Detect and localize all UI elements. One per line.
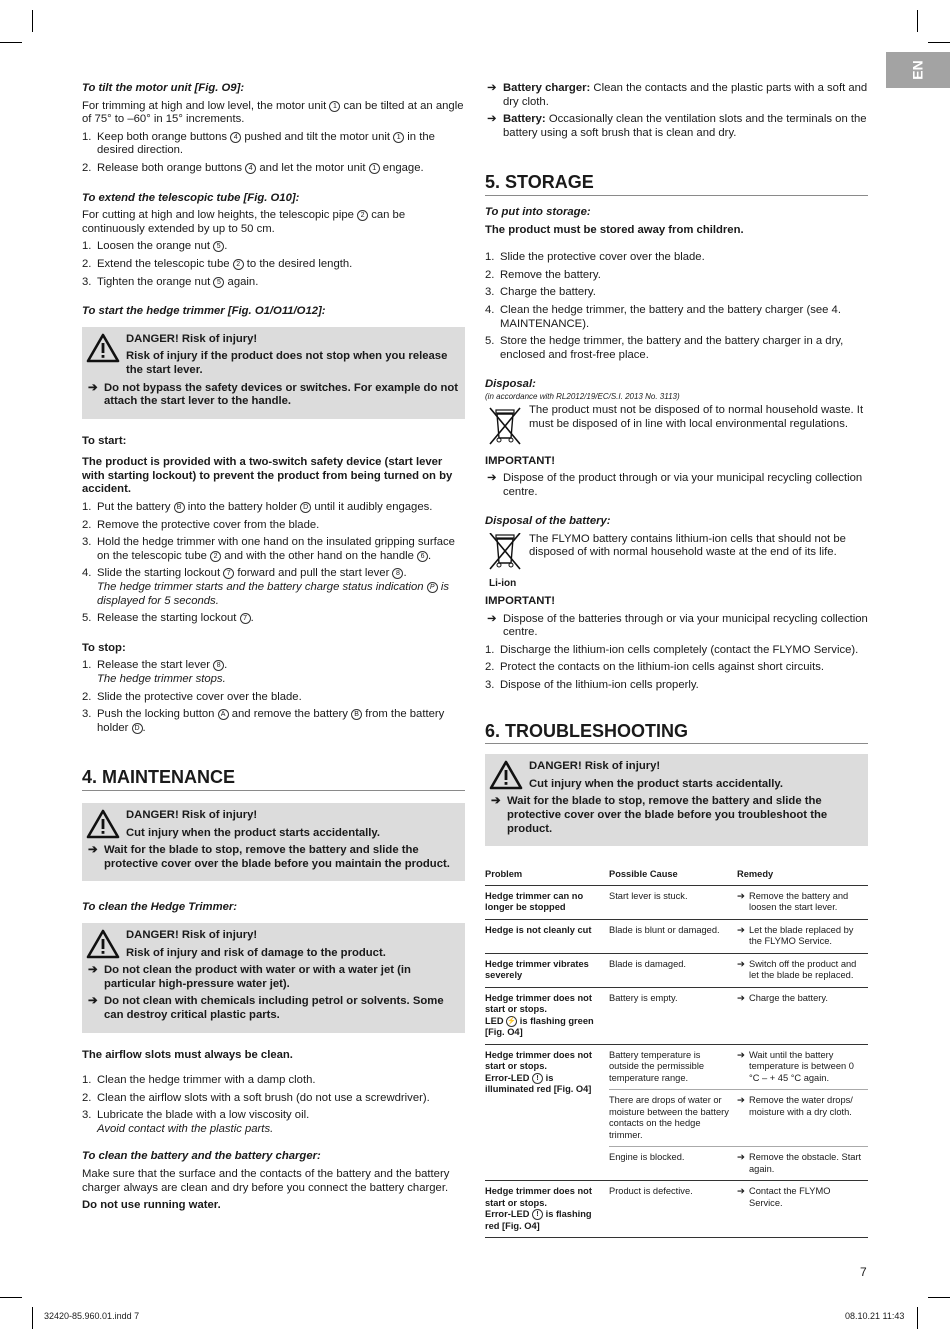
disposal-text: The product must not be disposed of to normal household waste. It must be disposed of in line with local environmental regulations.: [529, 403, 864, 430]
language-tab: EN: [886, 52, 950, 88]
battery-disposal-steps: [485, 644, 868, 693]
list-item: 1. Slide the protective cover over the blade.: [485, 251, 705, 264]
list-item: 2. Extend the telescopic tube 2 to the desired length.: [82, 257, 353, 270]
important-label: IMPORTANT!: [485, 595, 556, 608]
clean-steps: [82, 1074, 465, 1136]
problem-cell: Hedge trimmer does not start or stops. Error-LED ! is flashing red [Fig. O4]: [485, 1181, 609, 1238]
cause-cell: Battery is empty.: [609, 987, 737, 1044]
disposal-heading: Disposal:: [485, 378, 536, 391]
crop-mark: [928, 42, 950, 43]
battery-disposal-row: [485, 533, 868, 591]
cause-cell: Blade is blunt or damaged.: [609, 919, 737, 953]
tilt-steps: [82, 131, 465, 176]
battery-disposal-text: The FLYMO battery contains lithium-ion cells that should not be disposed of with normal household waste at the end of its life.: [529, 532, 846, 559]
crop-mark: [32, 1307, 33, 1329]
list-item: 2. Release both orange buttons 4 and let the motor unit 1 engage.: [82, 161, 424, 174]
list-item: 1. Release the start lever 8 . The hedge trimmer stops.: [82, 659, 228, 685]
storage-note: The product must be stored away from children.: [485, 223, 744, 236]
to-start-note: The product is provided with a two-switch safety device (start lever with starting lockout) to prevent the product from being turned on by accident.: [82, 456, 453, 496]
clean-heading: To clean the Hedge Trimmer:: [82, 901, 238, 914]
to-start-heading: To start:: [82, 434, 127, 447]
remedy-cell: ➔ Switch off the product and let the blade be replaced.: [737, 953, 868, 987]
cause-cell: Blade is damaged.: [609, 953, 737, 987]
maintenance-title: 4. MAINTENANCE: [82, 771, 465, 791]
danger-arrow-item: ➔ Wait for the blade to stop, remove the battery and slide the protective cover over the blade before you troubleshoot the product.: [491, 795, 828, 835]
list-item: 4. Clean the hedge trimmer, the battery and the battery charger (see 4. MAINTENANCE).: [485, 303, 841, 330]
disposal-row: [485, 404, 868, 451]
airflow-note: The airflow slots must always be clean.: [82, 1048, 293, 1061]
danger-text: Risk of injury if the product does not stop when you release the start lever.: [126, 350, 448, 376]
disposal-sub: (in accordance with RL2012/19/EC/S.I. 2013 No. 3113): [485, 391, 680, 401]
troubleshooting-title: 6. TROUBLESHOOTING: [485, 725, 868, 745]
danger-box: [82, 923, 465, 1033]
list-item: 5. Release the starting lockout 7 .: [82, 612, 254, 625]
stop-steps: [82, 659, 465, 735]
danger-arrow-item: ➔ Do not clean the product with water or with a water jet (in particular high-pressure water jet).: [88, 964, 411, 990]
list-item: 3. Charge the battery.: [485, 286, 596, 299]
list-item: 4. Slide the starting lockout 7 forward and pull the start lever 8 . The hedge trimmer starts and the battery charge status indication P is displayed for 5 seconds.: [82, 567, 449, 607]
danger-text: Cut injury when the product starts accidentally.: [126, 826, 381, 839]
warning-icon: [489, 760, 529, 795]
crop-mark: [917, 1307, 918, 1329]
start-heading: To start the hedge trimmer [Fig. O1/O11/O12]:: [82, 305, 326, 318]
list-item: 2. Clean the airflow slots with a soft brush (do not use a screwdriver).: [82, 1091, 430, 1104]
battery-disposal-heading: Disposal of the battery:: [485, 515, 611, 528]
error-led-icon: !: [532, 1209, 543, 1220]
list-item: 3. Tighten the orange nut 5 again.: [82, 275, 259, 288]
danger-text: Cut injury when the product starts accidentally.: [529, 777, 784, 790]
remedy-cell: ➔ Remove the water drops/ moisture with a dry cloth.: [737, 1090, 868, 1147]
cause-cell: Product is defective.: [609, 1181, 737, 1238]
warning-icon: [86, 809, 126, 844]
troubleshooting-table: [485, 866, 868, 1238]
led-icon: ⚡: [507, 1017, 517, 1025]
battery-clean-text: Make sure that the surface and the contacts of the battery and the battery charger always are clean and dry before you connect the battery charger.: [82, 1168, 450, 1194]
list-item: 2. Remove the battery.: [485, 268, 601, 281]
no-water-note: Do not use running water.: [82, 1199, 221, 1212]
to-stop-heading: To stop:: [82, 641, 126, 654]
list-item: 5. Store the hedge trimmer, the battery and the battery charger in a dry, enclosed and frost-free place.: [485, 335, 844, 361]
remedy-cell: ➔ Contact the FLYMO Service.: [737, 1181, 868, 1238]
page-number: 7: [860, 1265, 867, 1279]
danger-box: [82, 803, 465, 881]
print-date: 08.10.21 11:43: [845, 1311, 905, 1321]
table-row: [485, 1044, 868, 1090]
battery-disposal-arrow-item: ➔ Dispose of the batteries through or via your municipal recycling collection centre.: [487, 612, 868, 639]
table-row: [485, 987, 868, 1044]
remedy-cell: ➔ Let the blade replaced by the FLYMO Service.: [737, 919, 868, 953]
danger-text: Risk of injury and risk of damage to the product.: [126, 946, 386, 959]
problem-cell: Hedge trimmer vibrates severely: [485, 953, 609, 987]
crossed-bin-icon: [485, 533, 529, 591]
error-led-icon: !: [532, 1073, 543, 1084]
cause-cell: Engine is blocked.: [609, 1147, 737, 1181]
warning-icon: [86, 929, 126, 964]
storage-title: 5. STORAGE: [485, 176, 868, 196]
list-item: 2. Protect the contacts on the lithium-ion cells against short circuits.: [485, 661, 824, 674]
disposal-arrow-item: ➔ Dispose of the product through or via your municipal recycling collection centre.: [487, 472, 863, 498]
list-item: 3. Lubricate the blade with a low viscosity oil. Avoid contact with the plastic parts.: [82, 1109, 310, 1135]
remedy-cell: ➔ Charge the battery.: [737, 987, 868, 1044]
warning-icon: [86, 333, 126, 382]
battery-clean-item: ➔ Battery: Occasionally clean the ventilation slots and the terminals on the battery using a soft brush that is clean and dry.: [487, 113, 867, 139]
table-row: [485, 1181, 868, 1238]
danger-box: [485, 754, 868, 846]
important-label: IMPORTANT!: [485, 454, 556, 467]
crop-mark: [928, 1297, 950, 1298]
cause-cell: Battery temperature is outside the permissible temperature range.: [609, 1044, 737, 1090]
remedy-cell: ➔ Remove the obstacle. Start again.: [737, 1147, 868, 1181]
charger-clean-item: ➔ Battery charger: Clean the contacts and the plastic parts with a soft and dry cloth.: [487, 82, 868, 108]
storage-steps: [485, 251, 868, 362]
column-header-remedy: Remedy: [737, 866, 868, 885]
start-steps: [82, 501, 465, 626]
danger-title: DANGER! Risk of injury!: [126, 808, 258, 821]
list-item: 2. Remove the protective cover from the blade.: [82, 518, 320, 531]
table-row: [485, 919, 868, 953]
crop-mark: [0, 42, 22, 43]
crop-mark: [32, 10, 33, 32]
danger-arrow-item: ➔ Wait for the blade to stop, remove the battery and slide the protective cover over the blade before you maintain the product.: [88, 844, 450, 870]
print-slug: 32420-85.960.01.indd 7: [44, 1311, 140, 1321]
remedy-cell: ➔ Remove the battery and loosen the start lever.: [737, 885, 868, 919]
li-ion-label: Li-ion: [489, 578, 517, 590]
problem-cell: Hedge trimmer does not start or stops. LED ⚡ is flashing green [Fig. O4]: [485, 987, 609, 1044]
column-header-cause: Possible Cause: [609, 866, 737, 885]
remedy-cell: ➔ Wait until the battery temperature is between 0 °C – + 45 °C again.: [737, 1044, 868, 1090]
problem-cell: Hedge is not cleanly cut: [485, 919, 609, 953]
list-item: 3. Hold the hedge trimmer with one hand on the insulated gripping surface on the telescopic tube 2 and with the other hand on the handle 6 .: [82, 536, 455, 562]
list-item: 1. Loosen the orange nut 5 .: [82, 240, 228, 253]
battery-clean-heading: To clean the battery and the battery charger:: [82, 1150, 321, 1163]
danger-box: [82, 327, 465, 419]
list-item: 1. Clean the hedge trimmer with a damp cloth.: [82, 1074, 316, 1087]
extend-steps: [82, 240, 465, 289]
danger-title: DANGER! Risk of injury!: [126, 928, 258, 941]
extend-heading: To extend the telescopic tube [Fig. O10]:: [82, 191, 300, 204]
list-item: 1. Discharge the lithium-ion cells completely (contact the FLYMO Service).: [485, 643, 859, 656]
danger-arrow-item: ➔ Do not bypass the safety devices or switches. For example do not attach the start lever to the handle.: [88, 381, 459, 408]
crossed-bin-icon: [485, 404, 529, 451]
list-item: 3. Dispose of the lithium-ion cells properly.: [485, 679, 699, 692]
extend-intro: For cutting at high and low heights, the telescopic pipe 2 can be continuously extended by up to 50 cm.: [82, 209, 406, 235]
tilt-heading: To tilt the motor unit [Fig. O9]:: [82, 82, 245, 94]
table-row: [485, 953, 868, 987]
danger-arrow-item: ➔ Do not clean with chemicals including petrol or solvents. Some can destroy critical plastic parts.: [88, 995, 444, 1021]
list-item: 2. Slide the protective cover over the blade.: [82, 690, 302, 703]
list-item: 3. Push the locking button A and remove the battery B from the battery holder D .: [82, 708, 445, 734]
cause-cell: Start lever is stuck.: [609, 885, 737, 919]
cause-cell: There are drops of water or moisture between the battery contacts on the hedge trimmer.: [609, 1090, 737, 1147]
problem-cell: Hedge trimmer does not start or stops. Error-LED ! is illuminated red [Fig. O4]: [485, 1044, 609, 1181]
danger-title: DANGER! Risk of injury!: [126, 332, 258, 345]
storage-heading: To put into storage:: [485, 205, 591, 218]
danger-title: DANGER! Risk of injury!: [529, 760, 661, 773]
table-row: [485, 885, 868, 919]
table-header-row: [485, 866, 868, 885]
list-item: 1. Keep both orange buttons 4 pushed and tilt the motor unit 1 in the desired direction.: [82, 130, 435, 157]
crop-mark: [0, 1297, 22, 1298]
crop-mark: [917, 10, 918, 32]
right-column: [485, 82, 868, 1238]
column-header-problem: Problem: [485, 866, 609, 885]
list-item: 1. Put the battery B into the battery holder D until it audibly engages.: [82, 501, 433, 514]
tilt-intro: For trimming at high and low level, the motor unit 1 can be tilted at an angle of 75° to –60° in 15° increments.: [82, 99, 464, 126]
left-column: [82, 82, 465, 1217]
problem-cell: Hedge trimmer can no longer be stopped: [485, 885, 609, 919]
